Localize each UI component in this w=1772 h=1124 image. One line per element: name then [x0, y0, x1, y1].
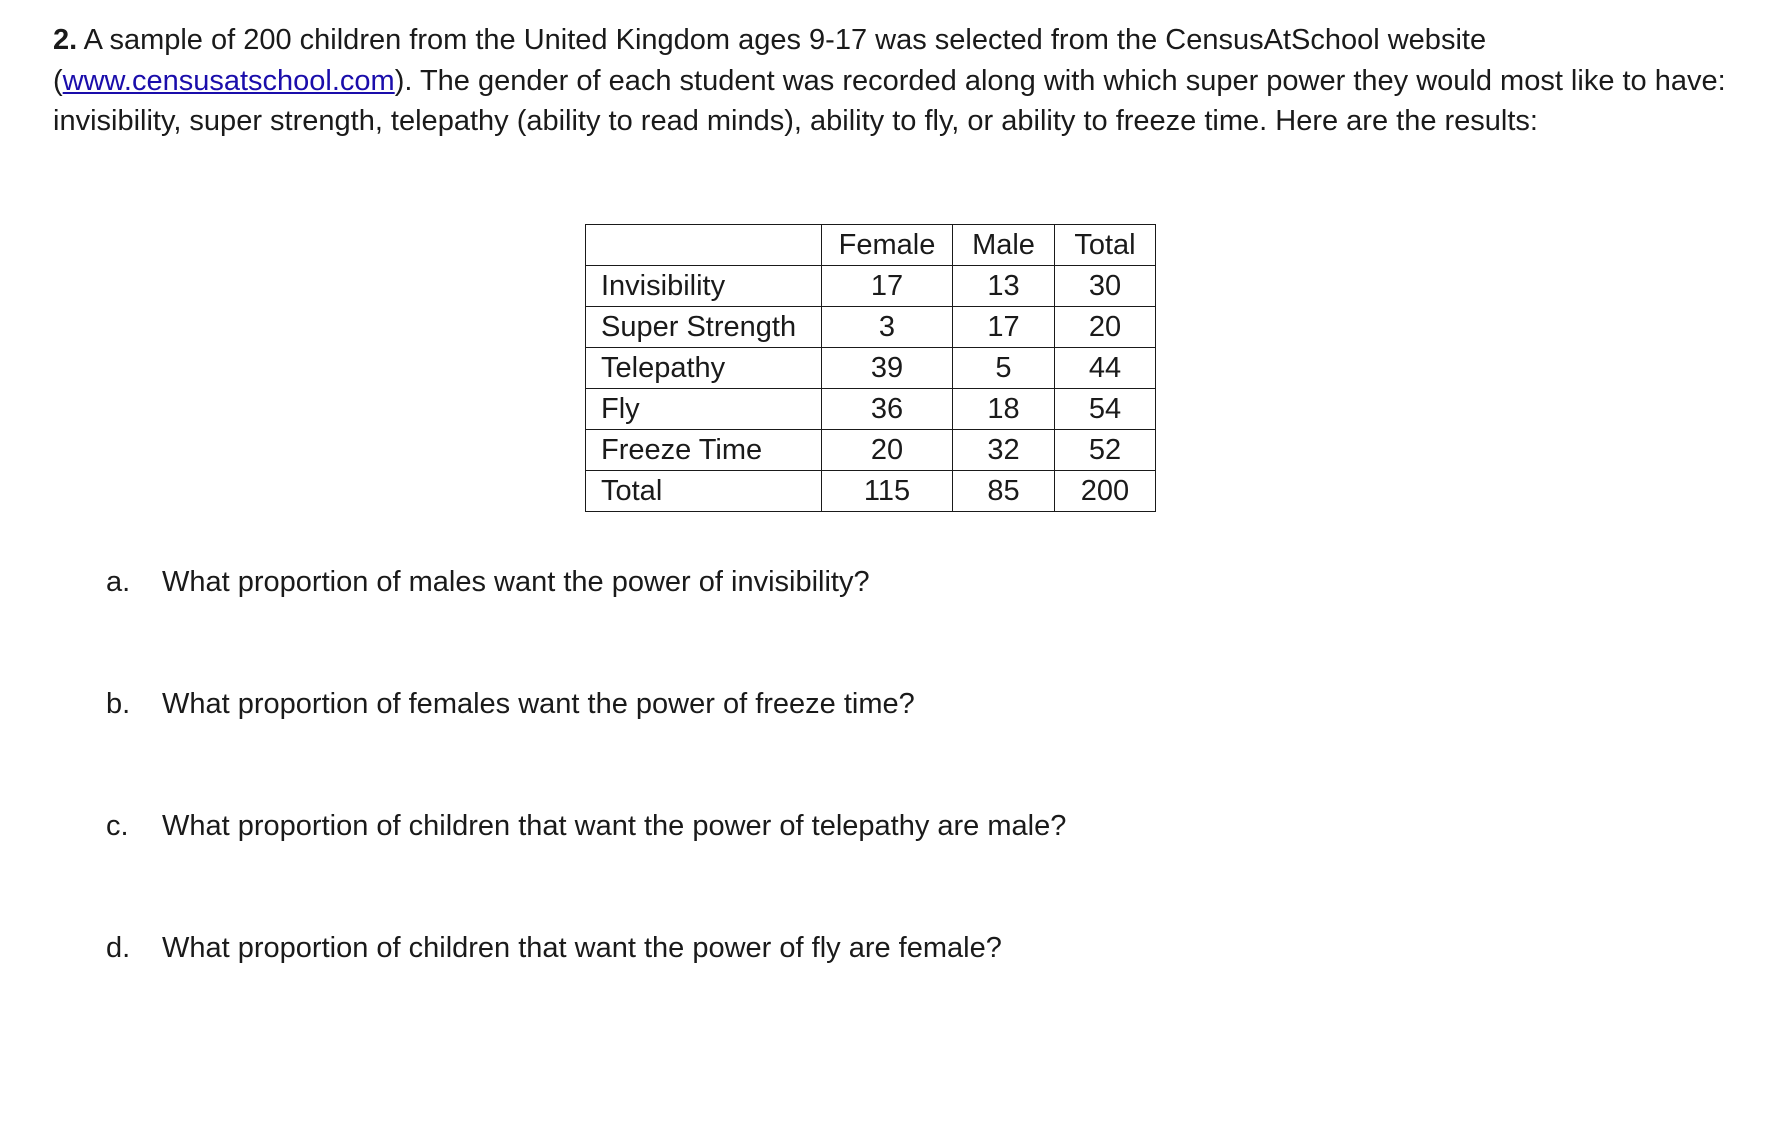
male-count: 32 — [953, 430, 1055, 471]
male-count: 13 — [953, 266, 1055, 307]
table-row — [586, 348, 1156, 389]
table-row — [586, 266, 1156, 307]
census-at-school-link[interactable]: www.censusatschool.com — [62, 64, 395, 97]
total-count: 30 — [1055, 266, 1156, 307]
table-total-row — [586, 471, 1156, 512]
table-header-row — [586, 225, 1156, 266]
table-row — [586, 430, 1156, 471]
question-text: What proportion of children that want the power of telepathy are male? — [162, 810, 1067, 842]
female-count: 3 — [822, 307, 953, 348]
question-letter: c. — [106, 810, 129, 842]
problem-text-part2: ). The gender of each student was recorded along with which super power they would most like to have: invisibility, super strength, telepathy (ability to read minds), ability to fly, or ability to freeze time. Here are the results: — [53, 64, 1726, 137]
male-count: 5 — [953, 348, 1055, 389]
header-female: Female — [822, 225, 953, 266]
total-count: 44 — [1055, 348, 1156, 389]
male-count: 85 — [953, 471, 1055, 512]
male-count: 17 — [953, 307, 1055, 348]
header-male: Male — [953, 225, 1055, 266]
problem-statement — [53, 20, 1733, 142]
question-d — [106, 930, 1002, 966]
question-text: What proportion of children that want the power of fly are female? — [162, 932, 1002, 964]
header-blank-cell — [586, 225, 822, 266]
male-count: 18 — [953, 389, 1055, 430]
header-total: Total — [1055, 225, 1156, 266]
female-count: 17 — [822, 266, 953, 307]
female-count: 115 — [822, 471, 953, 512]
question-letter: a. — [106, 566, 131, 598]
total-count: 52 — [1055, 430, 1156, 471]
question-text: What proportion of males want the power of invisibility? — [162, 566, 870, 598]
question-b — [106, 686, 915, 722]
question-text: What proportion of females want the power of freeze time? — [162, 688, 915, 720]
question-c — [106, 808, 1066, 844]
row-label: Super Strength — [586, 307, 822, 348]
total-count: 20 — [1055, 307, 1156, 348]
question-letter: b. — [106, 688, 131, 720]
table-row — [586, 389, 1156, 430]
superpower-results-table — [585, 224, 1156, 512]
question-letter: d. — [106, 932, 131, 964]
total-count: 200 — [1055, 471, 1156, 512]
row-label: Freeze Time — [586, 430, 822, 471]
row-label: Total — [586, 471, 822, 512]
total-count: 54 — [1055, 389, 1156, 430]
problem-number: 2. — [53, 24, 78, 56]
question-a — [106, 564, 870, 600]
row-label: Fly — [586, 389, 822, 430]
female-count: 39 — [822, 348, 953, 389]
female-count: 20 — [822, 430, 953, 471]
table-row — [586, 307, 1156, 348]
row-label: Telepathy — [586, 348, 822, 389]
row-label: Invisibility — [586, 266, 822, 307]
female-count: 36 — [822, 389, 953, 430]
problem-text-part1: A sample of 200 children from the United Kingdom ages 9-17 was selected from the CensusAtSchool website ( — [53, 24, 1487, 97]
